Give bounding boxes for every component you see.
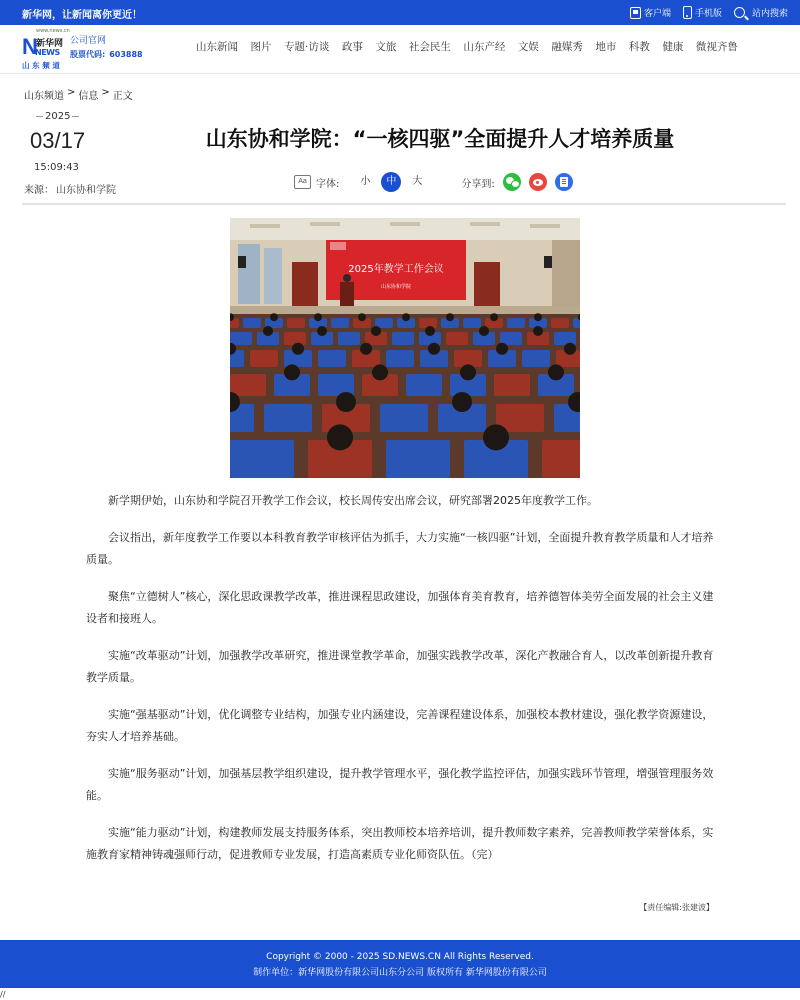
publish-year: 2025 [34, 111, 81, 122]
article-tools [294, 172, 581, 192]
nav-micro-video[interactable]: 微视齐鲁 [695, 41, 738, 53]
seat [386, 440, 450, 478]
breadcrumb-info[interactable]: 信息 [78, 91, 99, 102]
share-label: 分享到: [461, 178, 495, 190]
stock-code [70, 49, 143, 60]
seat [392, 332, 414, 345]
site-search-link[interactable] [734, 4, 788, 21]
seat [243, 318, 261, 328]
logo-mark [22, 35, 66, 59]
desktop-icon [630, 7, 641, 19]
seat [494, 374, 530, 396]
seat [380, 404, 428, 432]
mobile-label: 手机版 [694, 9, 722, 19]
seat [318, 350, 346, 367]
seat [463, 318, 481, 328]
seat [230, 374, 266, 396]
publish-date: 03/17 [30, 128, 86, 153]
nav-pictures[interactable]: 图片 [250, 41, 272, 53]
seat [250, 350, 278, 367]
font-size-small-button[interactable]: 小 [360, 176, 371, 187]
article-paragraph: 新学期伊始，山东协和学院召开教学工作会议，校长周传安出席会议，研究部署2025年度教学工作。 [108, 494, 598, 507]
footer-copyright: Copyright © 2000 - 2025 SD.NEWS.CN All Rights Reserved. [266, 952, 534, 962]
seat [542, 440, 580, 478]
logo-news: NEWS [35, 48, 60, 57]
seat [284, 332, 306, 345]
audience-head [327, 424, 353, 450]
nav-culture-tourism[interactable]: 文旅 [375, 41, 397, 53]
site-logo[interactable] [22, 28, 70, 71]
weibo-share-icon[interactable] [529, 173, 547, 191]
seat [522, 350, 550, 367]
logo-url: www.news.cn [36, 28, 70, 34]
article-body [86, 490, 716, 881]
audience-head [314, 313, 322, 321]
top-bar [0, 0, 800, 25]
seat [507, 318, 525, 328]
article-paragraph: 实施“能力驱动”计划，构建教师发展支持服务体系，突出教师校本培养培训，提升教师数字素养，完善教师教学荣誉体系，实施教育家精神铸魂强师行动，促进教师专业发展，打造高素质专业化师资队伍。（完） [86, 826, 714, 861]
font-size-medium-button[interactable]: 中 [381, 172, 401, 192]
font-size-icon: Aa [294, 175, 311, 189]
breadcrumb-channel[interactable]: 山东频道 [24, 91, 64, 102]
audience-head [479, 326, 489, 336]
article-paragraph: 聚焦“立德树人”核心，深化思政课教学改革，推进课程思政建设，加强体育美育教育，培养德智体美劳全面发展的社会主义建设者和接班人。 [86, 590, 714, 625]
audience-head [564, 343, 576, 355]
mobile-link[interactable] [683, 4, 722, 21]
article-paragraph: 会议指出，新年度教学工作要以本科教育教学审核评估为抓手，大力实施“一核四驱”计划，全面提升教育教学质量和人才培养质量。 [86, 531, 714, 566]
article-paragraph: 实施“强基驱动”计划，优化调整专业结构，加强专业内涵建设，完善课程建设体系，加强校本教材建设，强化教学资源建设，夯实人才培养基础。 [86, 708, 714, 743]
font-size-label: 字体: [316, 178, 340, 190]
seat [230, 332, 252, 345]
audience-head [371, 326, 381, 336]
seat [230, 440, 294, 478]
seat [446, 332, 468, 345]
source-value: 山东协和学院 [56, 185, 116, 196]
breadcrumb [24, 87, 133, 102]
client-link[interactable] [630, 4, 671, 21]
audience-head [317, 326, 327, 336]
seat [331, 318, 349, 328]
article-paragraph: 实施“改革驱动”计划，加强教学改革研究，推进课堂教学革命，加强实践教学改革，深化产教融合育人，以改革创新提升教育教学质量。 [86, 649, 714, 684]
audience-head [270, 313, 278, 321]
article-photo [230, 218, 580, 478]
wechat-share-icon[interactable] [503, 173, 521, 191]
screen-title: 2025年教学工作会议 [348, 264, 444, 275]
nav-cities[interactable]: 地市 [595, 41, 617, 53]
article-paragraph: 实施“服务驱动”计划，加强基层教学组织建设，提升教学管理水平，强化教学监控评估，加强实践环节管理，增强管理服务效能。 [86, 767, 714, 802]
header-divider [0, 73, 800, 74]
font-size-large-button[interactable]: 大 [412, 176, 423, 187]
bottom-mark: // [0, 990, 6, 999]
seat [554, 332, 576, 345]
nav-health[interactable]: 健康 [662, 41, 684, 53]
seat [551, 318, 569, 328]
audience-head [490, 313, 498, 321]
audience-head [534, 313, 542, 321]
responsible-editor: 【责任编辑:张建波】 [639, 903, 714, 912]
audience-head [496, 343, 508, 355]
audience-head [428, 343, 440, 355]
site-search-label: 站内搜索 [751, 9, 788, 19]
audience-head [292, 343, 304, 355]
source-label: 来源： [24, 185, 54, 196]
qzone-share-icon[interactable] [555, 173, 573, 191]
audience-head [452, 392, 472, 412]
nav-media-show[interactable]: 融媒秀 [551, 41, 583, 53]
audience-head [284, 364, 300, 380]
publish-time: 15:09:43 [34, 162, 79, 173]
article-title: 山东协和学院：“一核四驱”全面提升人才培养质量 [205, 127, 675, 151]
audience-head [372, 364, 388, 380]
audience-head [263, 326, 273, 336]
nav-industry[interactable]: 山东产经 [463, 41, 506, 53]
breadcrumb-current: 正文 [112, 91, 133, 102]
audience-head [360, 343, 372, 355]
audience-head [402, 313, 410, 321]
nav-topics[interactable]: 专题·访谈 [284, 41, 330, 53]
audience-head [548, 364, 564, 380]
logo-n: N [22, 34, 38, 59]
site-slogan: 新华网，让新闻离你更近！ [22, 10, 142, 21]
site-header [0, 25, 800, 73]
audience-head [425, 326, 435, 336]
nav-politics[interactable]: 政事 [341, 41, 363, 53]
footer-producer: 制作单位：新华网股份有限公司山东分公司 版权所有 新华网股份有限公司 [253, 968, 547, 978]
nav-science-education[interactable]: 科教 [628, 41, 650, 53]
audience-head [358, 313, 366, 321]
seat [386, 350, 414, 367]
article-source [24, 181, 116, 196]
nav-entertainment[interactable]: 文娱 [517, 41, 539, 53]
top-tools [630, 4, 788, 21]
client-label: 客户端 [643, 9, 671, 19]
audience-head [446, 313, 454, 321]
audience-head [336, 392, 356, 412]
breadcrumb-separator: > [67, 87, 76, 98]
audience-head [533, 326, 543, 336]
seat [287, 318, 305, 328]
logo-cn: 新华网 [36, 39, 64, 49]
search-icon [734, 7, 745, 18]
seat [264, 404, 312, 432]
breadcrumb-separator: > [101, 87, 110, 98]
nav-society[interactable]: 社会民生 [408, 41, 451, 53]
seat [338, 332, 360, 345]
screen-subtitle: 山东协和学院 [380, 284, 412, 290]
nav-shandong-news[interactable]: 山东新闻 [196, 41, 238, 53]
main-nav [196, 39, 750, 54]
phone-icon [683, 6, 692, 19]
audience-head [483, 424, 509, 450]
logo-channel: 山 东 频 道 [22, 61, 60, 70]
article-divider [22, 203, 786, 205]
stock-label: 股票代码: [70, 50, 106, 59]
audience-head [460, 364, 476, 380]
site-footer [0, 940, 800, 988]
stock-code-value: 603888 [109, 50, 143, 59]
official-site-link[interactable]: 公司官网 [70, 36, 107, 46]
seat [406, 374, 442, 396]
